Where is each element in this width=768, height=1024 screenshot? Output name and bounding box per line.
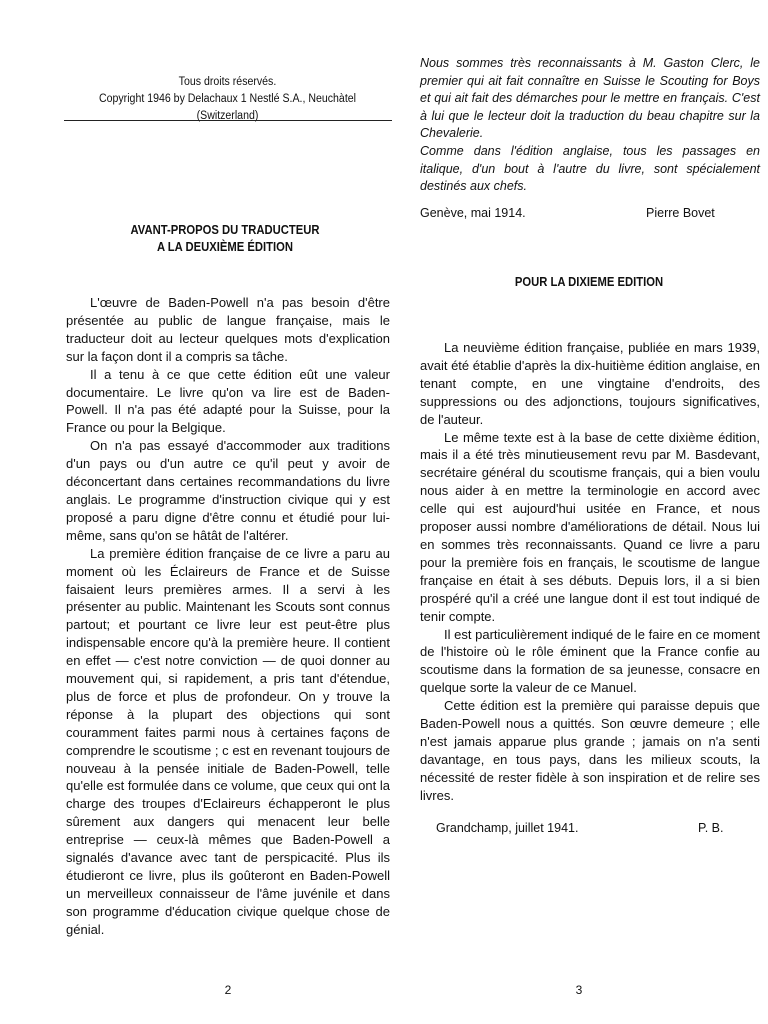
acknowledgement-paragraph-2: Comme dans l'édition anglaise, tous les passages en italique, d'un bout à l'autre du livre, sont spécialement destinés aux chefs. bbox=[420, 143, 760, 194]
tenth-edition-paragraph-2: Le même texte est à la base de cette dixième édition, mais il a été très minutieusement revu par M. Basdevant, secrétaire général du scoutisme français, qui a bien voulu nous aider à en mettre la terminologie en accord avec celle qui est aujourd'hui usitée en France, et nous proposer aussi nombre d'améliorations de détail. Nous lui en sommes très reconnaissants. Quand ce livre a paru pour la première fois en français, le scoutisme de langue française en était à ses débuts. Depuis lors, il a si bien prospéré qu'il a créé une langue dont il est tout indiqué de tenir compte. bbox=[420, 429, 760, 624]
tenth-edition-paragraph-1: La neuvième édition française, publiée en mars 1939, avait été établie d'après la dix-huitième édition anglaise, en tenant compte, en une vingtaine d'endroits, des suppressions ou des adjonctions, toujours significatives, de l'auteur. bbox=[420, 340, 760, 427]
tenth-edition-heading: POUR LA DIXIEME EDITION bbox=[514, 275, 664, 289]
tenth-edition-paragraph-4: Cette édition est la première qui paraisse depuis que Baden-Powell nous a quittés. Son œuvre demeure ; elle n'est jamais apparue plus grande ; jamais on n'a senti davantage, en tous pays, dans les milieux scouts, la nécessité de rester fidèle à son inspiration et de relire ses livres. bbox=[420, 698, 760, 803]
acknowledgement-block bbox=[420, 55, 760, 196]
horizontal-rule bbox=[64, 120, 392, 121]
foreword-paragraph-3: On n'a pas essayé d'accommoder aux traditions d'un pays ou d'un autre ce qu'il peut y avoir de déconcertant dans certaines recommandations du livre anglais. Le programme d'instruction civique qui y est proposé a paru digne d'être connu et étudié pour lui-même, sans qu'on se hâtât de l'altérer. bbox=[66, 438, 390, 543]
page-number-left: 2 bbox=[224, 983, 232, 997]
foreword-heading-line2: A LA DEUXIÈME ÉDITION bbox=[156, 240, 294, 254]
signature-name-2: P. B. bbox=[698, 821, 724, 835]
foreword-paragraph-1: L'œuvre de Baden-Powell n'a pas besoin d'être présentée au public de langue française, mais le traducteur doit au lecteur quelques mots d'explication sur la façon dont il a compris sa tâche. bbox=[66, 295, 390, 364]
foreword-paragraph-4: La première édition française de ce livre a paru au moment où les Éclaireurs de France et de Suisse faisaient leurs premières armes. Il a servi à les présenter au public. Maintenant les Scouts sont connus partout; et pourtant ce livre leur est peut-être plus indispensable encore qu'à la première heure. Il contient en effet — c'est notre conviction — de quoi donner au mouvement qui, si rapidement, a pris tant d'étendue, plus de force et plus de profondeur. On y trouve la réponse à la plupart des objections qui sont couramment faites parmi nous à certaines façons de comprendre le scoutisme ; c est en revenant toujours de nouveau à la pensée initiale de Baden-Powell, telle qu'elle est formulée dans ce volume, que ceux qui ont la charge des troupes d'Eclaireurs échapperont le plus sûrement aux dangers qui menacent leur belle entreprise — ceux-là mêmes que Baden-Powell a signalés d'avance avec tant de perspicacité. Plus ils étudieront ce livre, plus ils goûteront en Baden-Powell un merveilleux connaisseur de l'âme juvénile et dans son programme d'éducation civique quelque chose de génial. bbox=[66, 545, 390, 937]
acknowledgement-paragraph-1: Nous sommes très reconnaissants à M. Gaston Clerc, le premier qui ait fait connaître en Suisse le Scouting for Boys et qui ait fait des démarches pour le mettre en français. C'est à lui que le lecteur doit la traduction du beau chapitre sur la Chevalerie. bbox=[420, 56, 760, 141]
rights-reserved-text: Tous droits réservés. bbox=[178, 76, 277, 88]
foreword-heading-line1: AVANT-PROPOS DU TRADUCTEUR bbox=[130, 223, 320, 237]
tenth-edition-body bbox=[420, 339, 760, 805]
tenth-edition-paragraph-3: Il est particulièrement indiqué de le faire en ce moment de l'histoire où le rôle éminent que la France confie au scoutisme dans la formation de sa jeunesse, consacre en quelque sorte la valeur de ce Manuel. bbox=[420, 626, 760, 696]
right-page bbox=[384, 0, 768, 1024]
copyright-text: Copyright 1946 by Delachaux 1 Nestlé S.A., Neuchàtel (Switzerland) bbox=[98, 93, 356, 122]
rights-notice bbox=[73, 74, 381, 125]
foreword-body bbox=[66, 294, 390, 939]
foreword-heading bbox=[77, 222, 374, 256]
foreword-paragraph-2: Il a tenu à ce que cette édition eût une valeur documentaire. Le livre qu'on va lire est de Baden-Powell. Il n'a pas été adapté pour la Suisse, pour la France ou pour la Belgique. bbox=[66, 366, 390, 436]
page-number-right: 3 bbox=[575, 983, 583, 997]
signature-place-date-2: Grandchamp, juillet 1941. bbox=[436, 821, 579, 835]
signature-name-1: Pierre Bovet bbox=[646, 206, 715, 220]
signature-place-date-1: Genève, mai 1914. bbox=[420, 206, 526, 220]
